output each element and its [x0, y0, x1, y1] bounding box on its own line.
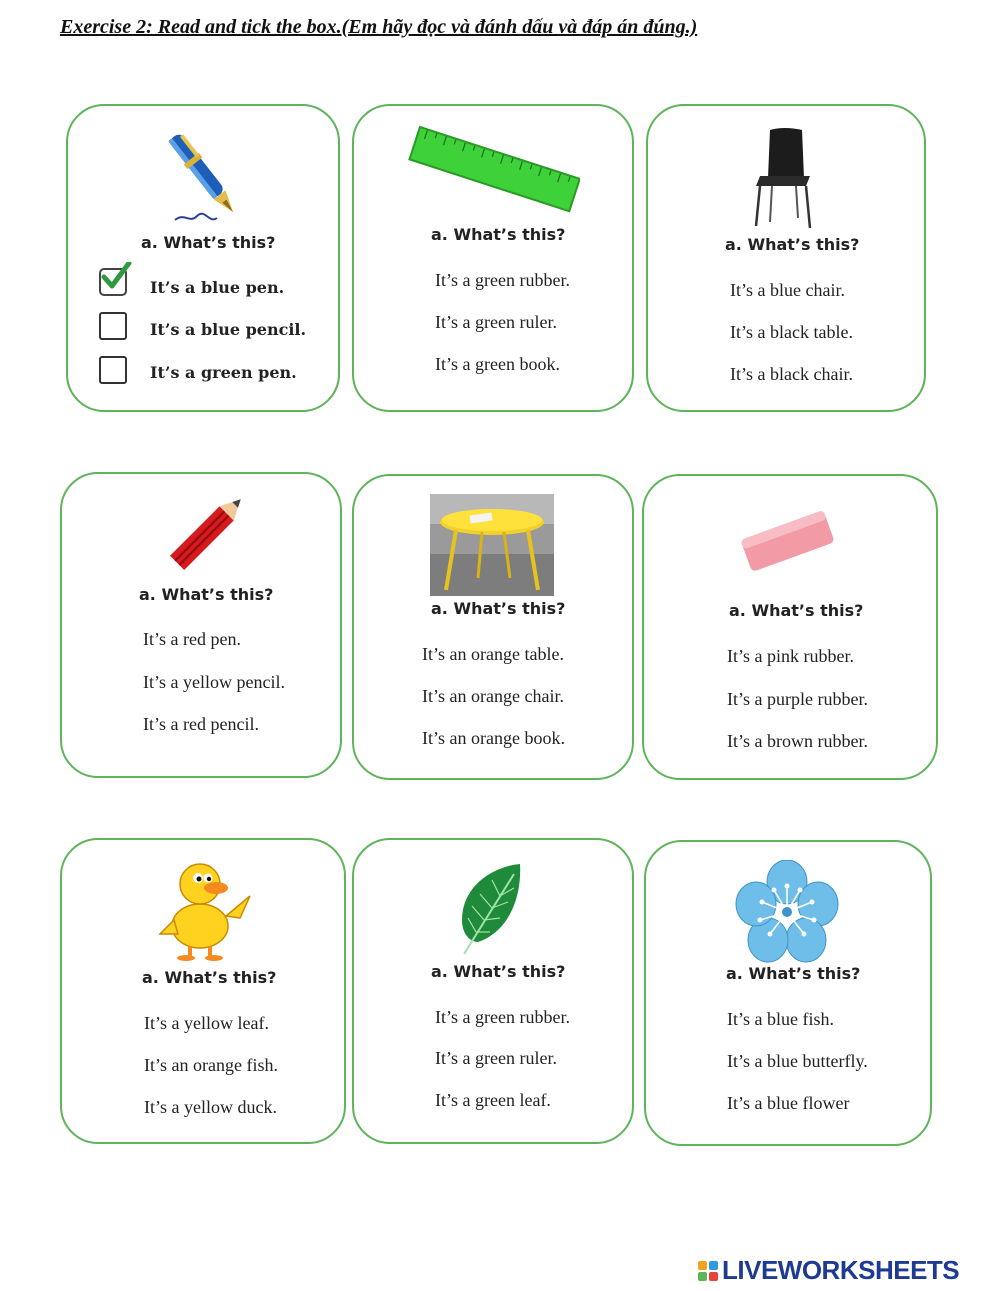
answer-option[interactable]: It’s a yellow pencil. — [143, 672, 285, 692]
answer-option[interactable]: It’s an orange chair. — [422, 686, 564, 706]
yellow-duck-icon — [156, 856, 254, 962]
green-leaf-icon — [456, 862, 526, 956]
answer-checkbox-3[interactable] — [99, 356, 127, 384]
question-label: a. What’s this? — [139, 585, 274, 604]
question-label: a. What’s this? — [431, 599, 566, 618]
question-label: a. What’s this? — [725, 235, 860, 254]
answer-option[interactable]: It’s a red pencil. — [143, 714, 259, 734]
answer-option[interactable]: It’s a pink rubber. — [727, 646, 854, 666]
answer-option[interactable]: It’s an orange table. — [422, 644, 564, 664]
liveworksheets-logo — [698, 1255, 959, 1286]
question-label: a. What’s this? — [726, 964, 861, 983]
answer-option[interactable]: It’s a green leaf. — [435, 1090, 551, 1110]
logo-blocks-icon — [698, 1261, 718, 1281]
answer-option[interactable]: It’s a green ruler. — [435, 312, 557, 332]
answer-option[interactable]: It’s a green book. — [435, 354, 560, 374]
exercise-title: Exercise 2: Read and tick the box.(Em hãy đọc và đánh dấu và đáp án đúng.) — [60, 16, 698, 38]
blue-pen-icon — [165, 124, 245, 230]
logo-block — [698, 1261, 707, 1270]
answer-option[interactable]: It’s a blue fish. — [727, 1009, 834, 1029]
logo-block — [709, 1261, 718, 1270]
answer-option[interactable]: It’s a green rubber. — [435, 1007, 570, 1027]
answer-option[interactable]: It’s a black table. — [730, 322, 853, 342]
logo-block — [709, 1272, 718, 1281]
pink-rubber-icon — [736, 504, 840, 580]
answer-option[interactable]: It’s a brown rubber. — [727, 731, 868, 751]
yellow-table-photo — [430, 494, 554, 596]
logo-text: LIVEWORKSHEETS — [722, 1255, 960, 1285]
answer-option[interactable]: It’s a green rubber. — [435, 270, 570, 290]
red-pencil-icon — [158, 490, 250, 582]
answer-option[interactable]: It’s a green ruler. — [435, 1048, 557, 1068]
answer-option[interactable]: It’s a blue pencil. — [150, 320, 307, 339]
answer-option[interactable]: It’s a blue flower — [727, 1093, 850, 1113]
answer-option[interactable]: It’s a blue chair. — [730, 280, 845, 300]
question-label: a. What’s this? — [142, 968, 277, 987]
blue-flower-icon — [734, 860, 840, 964]
check-mark-icon — [99, 262, 133, 292]
question-label: a. What’s this? — [431, 962, 566, 981]
black-chair-icon — [752, 126, 818, 230]
answer-checkbox-2[interactable] — [99, 312, 127, 340]
answer-option[interactable]: It’s a yellow leaf. — [144, 1013, 269, 1033]
answer-option[interactable]: It’s an orange fish. — [144, 1055, 278, 1075]
question-label: a. What’s this? — [431, 225, 566, 244]
answer-option[interactable]: It’s a black chair. — [730, 364, 853, 384]
answer-option[interactable]: It’s a yellow duck. — [144, 1097, 277, 1117]
logo-block — [698, 1272, 707, 1281]
green-ruler-icon — [408, 126, 580, 216]
answer-option[interactable]: It’s a red pen. — [143, 629, 241, 649]
question-label: a. What’s this? — [141, 233, 276, 252]
answer-option[interactable]: It’s an orange book. — [422, 728, 565, 748]
answer-option[interactable]: It’s a blue pen. — [150, 278, 285, 297]
answer-option[interactable]: It’s a green pen. — [150, 363, 297, 382]
answer-option[interactable]: It’s a blue butterfly. — [727, 1051, 868, 1071]
question-label: a. What’s this? — [729, 601, 864, 620]
answer-checkbox-1[interactable] — [99, 268, 127, 296]
answer-option[interactable]: It’s a purple rubber. — [727, 689, 868, 709]
